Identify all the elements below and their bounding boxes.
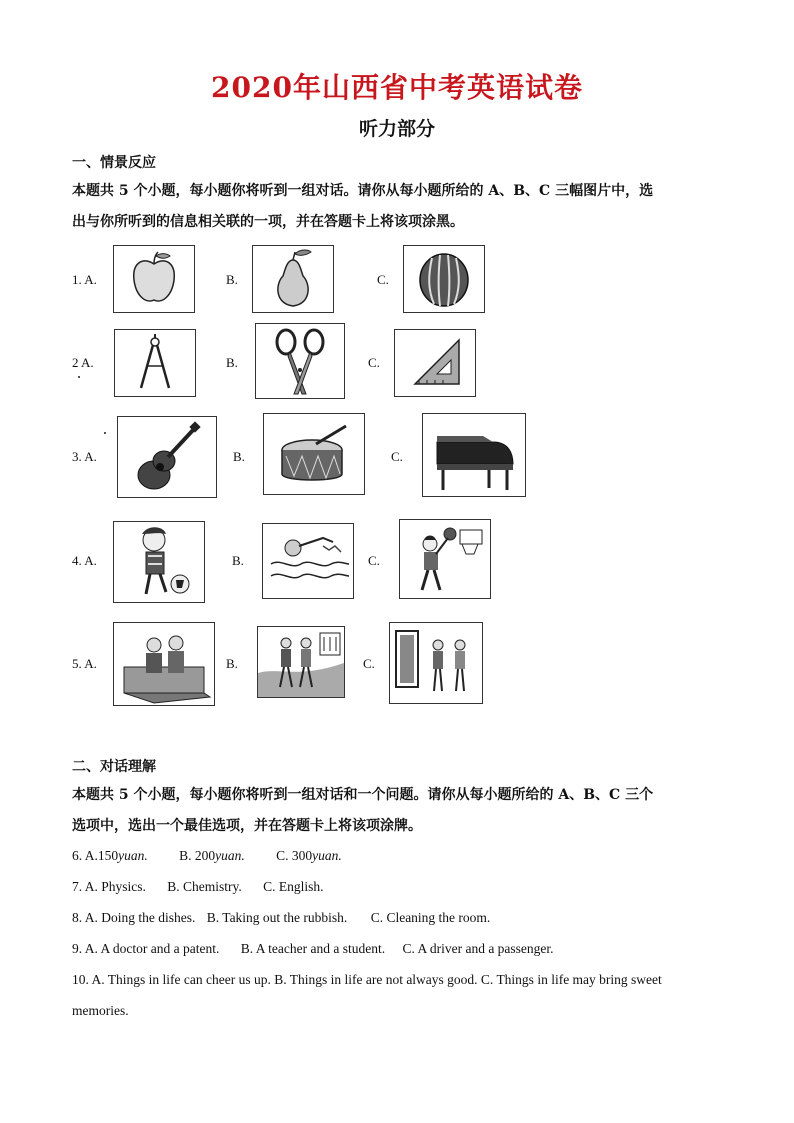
question-10-continuation: memories. [72,1003,129,1018]
q5-road-picture [257,626,345,698]
section2-instructions [72,780,732,842]
section1-instructions [72,176,732,238]
section2-instr-line2: 选项中，选出一个最佳选项，并在答题卡上将该项涂牌。 [72,818,422,834]
q6-option-c-unit: yuan. [312,848,342,863]
q4-option-c-label: C. [368,553,380,568]
page-subtitle: 听力部分 [358,118,435,140]
q6-option-b-unit: yuan. [215,848,245,863]
q9-option-c: C. A driver and a passenger. [402,941,554,956]
q5-sofa-picture [113,622,215,706]
q2-option-a-label: 2 A. [72,355,94,370]
q1-watermelon-picture [403,245,485,313]
q3-drum-picture [263,413,365,495]
guitar-icon [118,417,216,497]
q5-option-c-label: C. [363,656,375,671]
section2-heading: 二、对话理解 [72,759,156,775]
q5-option-a-label: 5. A. [72,656,97,671]
question-9 [72,941,554,957]
q6-option-c: C. 300 [276,848,313,863]
section1-instr-line1: 本题共 5 个小题，每小题你将听到一组对话。请你从每小题所给的 A、B、C 三幅图片中，选 [72,183,654,199]
q1-apple-picture [113,245,195,313]
question-6 [72,848,342,864]
section1-heading: 一、情景反应 [72,155,156,171]
q1-option-a-label: 1. A. [72,272,97,287]
q6-option-a-unit: yuan. [118,848,148,863]
section1-instr-line2: 出与你所听到的信息相关联的一项，并在答题卡上将该项涂黑。 [72,214,464,230]
q8-option-b: B. Taking out the rubbish. [206,910,348,925]
question-7 [72,879,324,895]
compasses-icon [115,330,195,396]
scan-speck [104,432,106,434]
apple-icon [114,246,194,312]
boy-football-icon [114,522,204,602]
q8-option-c: C. Cleaning the room. [370,910,491,925]
scan-speck [78,376,80,378]
q9-option-a: 9. A. A doctor and a patent. [72,941,220,956]
q4-basketball-picture [399,519,491,599]
q2-scissors-picture [255,323,345,399]
q6-option-b: B. 200 [179,848,216,863]
q2-compasses-picture [114,329,196,397]
q7-option-a: 7. A. Physics. [72,879,146,894]
set-square-icon [395,330,475,396]
q8-option-a: 8. A. Doing the dishes. [72,910,196,925]
scissors-icon [256,324,344,398]
people-museum-icon [390,623,482,703]
q4-football-picture [113,521,205,603]
q7-option-c: C. English. [263,879,324,894]
q3-option-a-label: 3. A. [72,449,97,464]
people-sofa-icon [114,623,214,705]
watermelon-icon [404,246,484,312]
people-road-icon [258,627,344,697]
q1-pear-picture [252,245,334,313]
q9-option-b: B. A teacher and a student. [240,941,386,956]
question-10: 10. A. Things in life can cheer us up. B. Things in life are not always good. C. Things in life may bring sweet [72,972,662,987]
girl-basketball-icon [400,520,490,598]
q7-option-b: B. Chemistry. [167,879,242,894]
q6-option-a: 6. A.150 [72,848,119,863]
q4-option-a-label: 4. A. [72,553,97,568]
q3-guitar-picture [117,416,217,498]
q3-option-c-label: C. [391,449,403,464]
page-title: 2020年山西省中考英语试卷 [211,71,583,104]
q1-option-c-label: C. [377,272,389,287]
q2-option-b-label: B. [226,355,238,370]
q5-museum-picture [389,622,483,704]
swimming-icon [263,524,353,598]
q3-option-b-label: B. [233,449,245,464]
piano-icon [423,414,525,496]
q4-swimming-picture [262,523,354,599]
q2-set-square-picture [394,329,476,397]
drum-icon [264,414,364,494]
section2-instr-line1: 本题共 5 个小题，每小题你将听到一组对话和一个问题。请你从每小题所给的 A、B、C 三个 [72,787,654,803]
q2-option-c-label: C. [368,355,380,370]
q1-option-b-label: B. [226,272,238,287]
q3-piano-picture [422,413,526,497]
pear-icon [253,246,333,312]
q4-option-b-label: B. [232,553,244,568]
question-8 [72,910,490,926]
q5-option-b-label: B. [226,656,238,671]
